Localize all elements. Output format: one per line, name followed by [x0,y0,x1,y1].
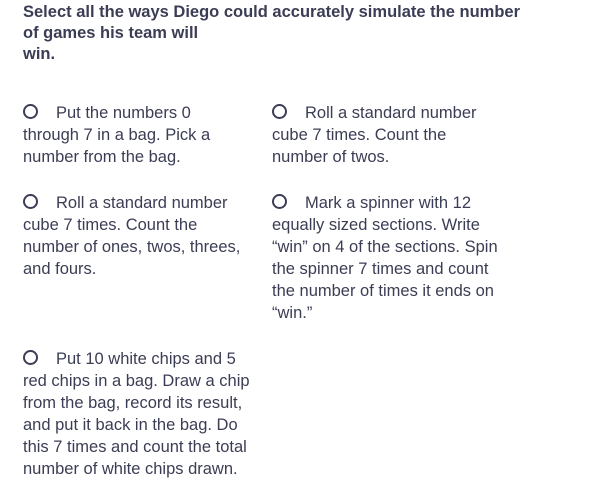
question-line: of games his team will [23,24,199,42]
answer-option-b[interactable] [272,102,508,168]
option-text: number of white chips drawn. [23,460,238,478]
option-text: Put 10 white chips and 5 [56,350,236,368]
option-text: number from the bag. [23,148,181,166]
question-line: Select all the ways Diego could accurately simulate the number [23,3,520,21]
option-text: Roll a standard number [56,194,228,212]
option-text: cube 7 times. Count the [23,216,198,234]
radio-button-icon[interactable] [23,104,38,119]
option-text: number of twos. [272,148,390,166]
answer-option-a[interactable] [23,102,259,168]
option-text: cube 7 times. Count the [272,126,447,144]
option-text: the spinner 7 times and count [272,260,489,278]
option-text: through 7 in a bag. Pick a [23,126,211,144]
question-line: win. [23,45,56,63]
option-text: “win.” [272,304,313,322]
answer-option-e[interactable] [23,348,259,480]
option-text: and fours. [23,260,97,278]
option-text: and put it back in the bag. Do [23,416,238,434]
answer-option-d[interactable] [272,192,508,324]
radio-button-icon[interactable] [272,104,287,119]
option-text: Put the numbers 0 [56,104,191,122]
option-text: Roll a standard number [305,104,477,122]
radio-button-icon[interactable] [23,194,38,209]
option-text: equally sized sections. Write [272,216,480,234]
option-text: this 7 times and count the total [23,438,247,456]
option-text: from the bag, record its result, [23,394,243,412]
option-text: the number of times it ends on [272,282,494,300]
option-text: red chips in a bag. Draw a chip [23,372,250,390]
answer-option-c[interactable] [23,192,259,280]
option-text: Mark a spinner with 12 [305,194,471,212]
option-text: “win” on 4 of the sections. Spin [272,238,498,256]
radio-button-icon[interactable] [23,350,38,365]
option-text: number of ones, twos, threes, [23,238,241,256]
radio-button-icon[interactable] [272,194,287,209]
question-prompt [23,2,523,65]
